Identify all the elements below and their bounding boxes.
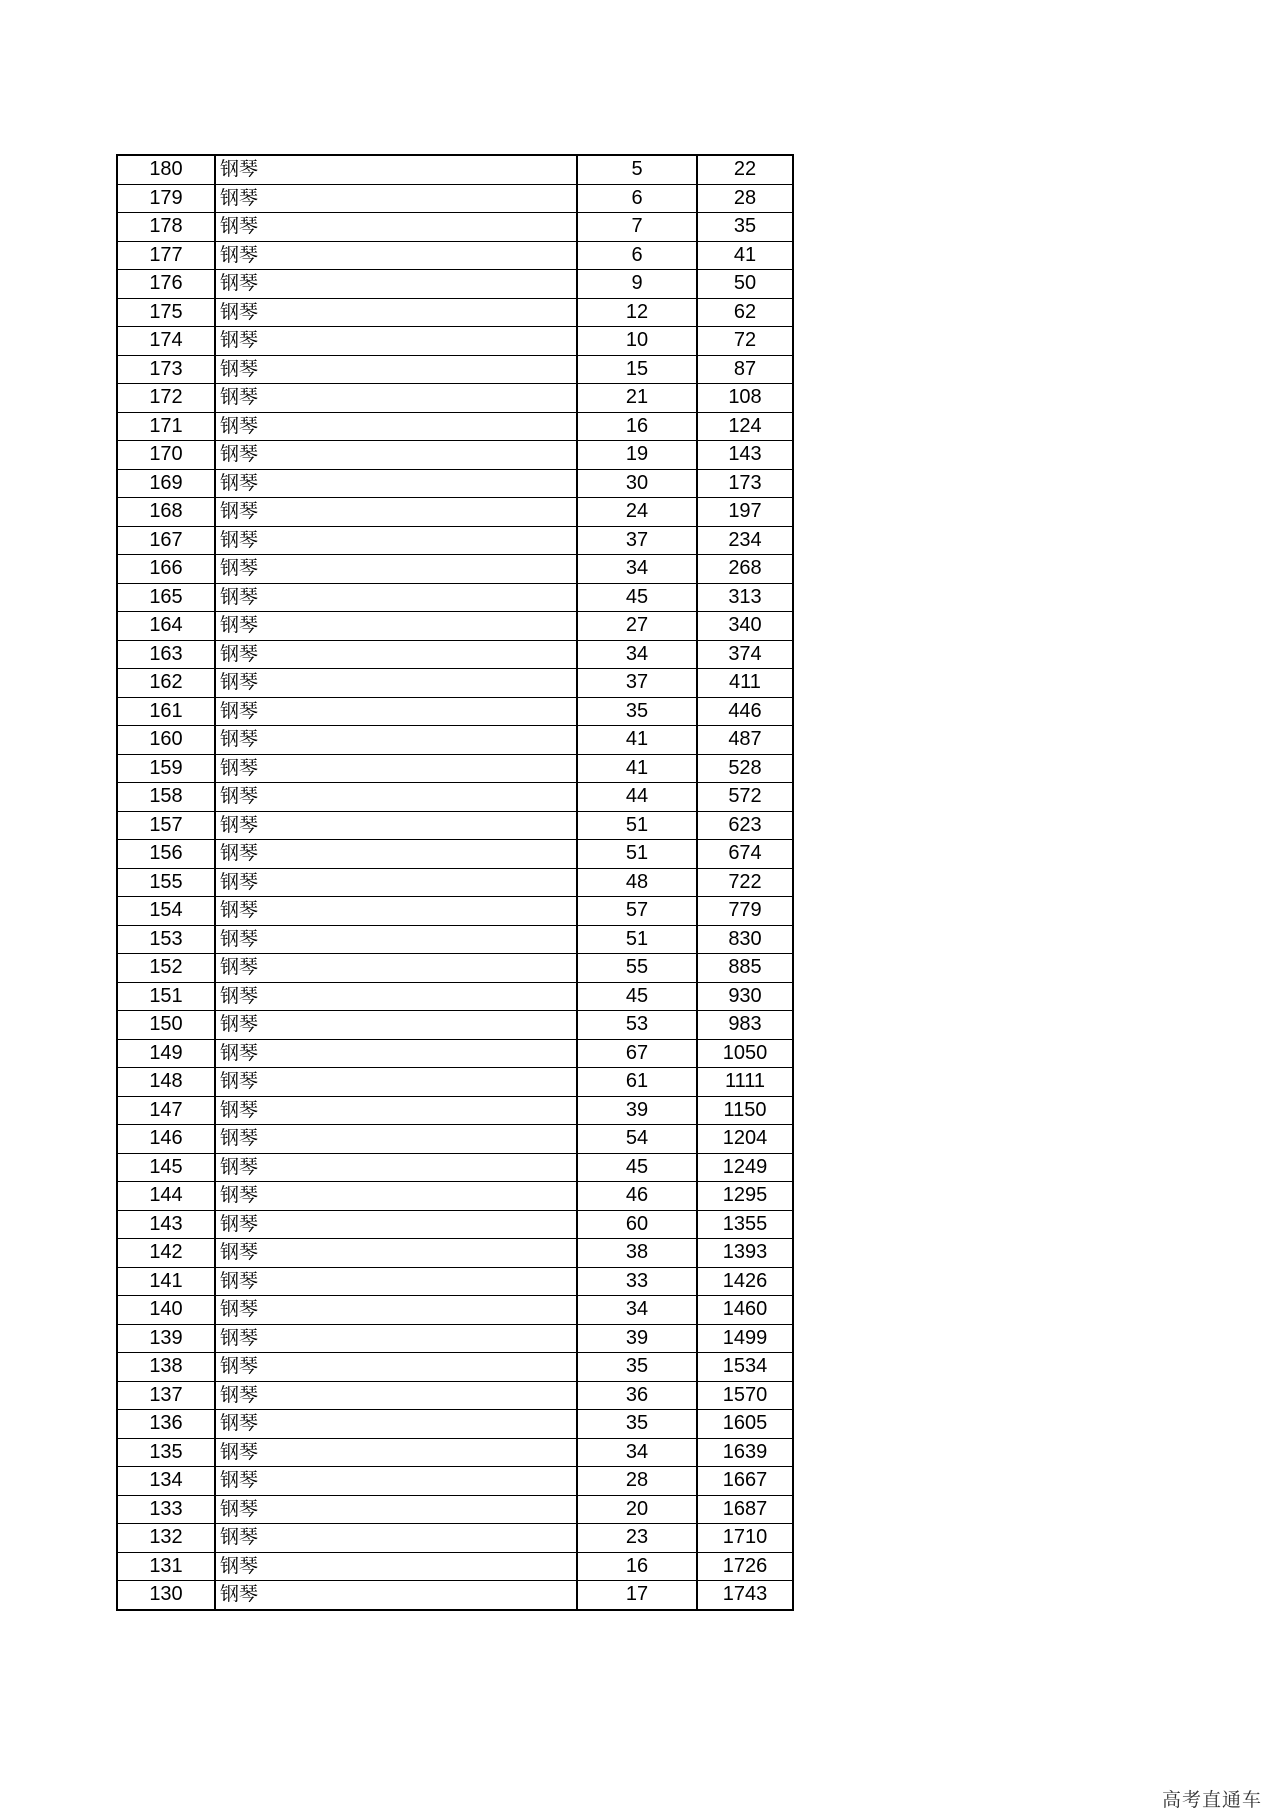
subject-cell: 钢琴 — [215, 868, 577, 897]
table-row — [117, 1324, 793, 1353]
cumulative-cell: 268 — [697, 555, 793, 584]
count-cell: 16 — [577, 412, 697, 441]
subject-cell: 钢琴 — [215, 1324, 577, 1353]
table-row — [117, 498, 793, 527]
cumulative-cell: 1710 — [697, 1524, 793, 1553]
table-row — [117, 1410, 793, 1439]
count-cell: 17 — [577, 1581, 697, 1610]
cumulative-cell: 930 — [697, 982, 793, 1011]
score-cell: 142 — [117, 1239, 215, 1268]
subject-cell: 钢琴 — [215, 1438, 577, 1467]
subject-cell: 钢琴 — [215, 327, 577, 356]
score-cell: 137 — [117, 1381, 215, 1410]
cumulative-cell: 50 — [697, 270, 793, 299]
count-cell: 54 — [577, 1125, 697, 1154]
cumulative-cell: 1393 — [697, 1239, 793, 1268]
score-cell: 157 — [117, 811, 215, 840]
table-row — [117, 1210, 793, 1239]
subject-cell: 钢琴 — [215, 1153, 577, 1182]
score-cell: 138 — [117, 1353, 215, 1382]
subject-cell: 钢琴 — [215, 1239, 577, 1268]
cumulative-cell: 487 — [697, 726, 793, 755]
cumulative-cell: 1570 — [697, 1381, 793, 1410]
score-cell: 173 — [117, 355, 215, 384]
score-cell: 159 — [117, 754, 215, 783]
table-row — [117, 1552, 793, 1581]
table-row — [117, 1524, 793, 1553]
cumulative-cell: 1499 — [697, 1324, 793, 1353]
subject-cell: 钢琴 — [215, 1011, 577, 1040]
table-row — [117, 783, 793, 812]
cumulative-cell: 35 — [697, 213, 793, 242]
cumulative-cell: 22 — [697, 155, 793, 184]
cumulative-cell: 885 — [697, 954, 793, 983]
cumulative-cell: 572 — [697, 783, 793, 812]
count-cell: 9 — [577, 270, 697, 299]
table-row — [117, 1239, 793, 1268]
cumulative-cell: 234 — [697, 526, 793, 555]
cumulative-cell: 62 — [697, 298, 793, 327]
count-cell: 60 — [577, 1210, 697, 1239]
table-row — [117, 669, 793, 698]
score-cell: 171 — [117, 412, 215, 441]
subject-cell: 钢琴 — [215, 640, 577, 669]
score-cell: 169 — [117, 469, 215, 498]
count-cell: 27 — [577, 612, 697, 641]
count-cell: 44 — [577, 783, 697, 812]
subject-cell: 钢琴 — [215, 754, 577, 783]
table-row — [117, 155, 793, 184]
score-cell: 179 — [117, 184, 215, 213]
subject-cell: 钢琴 — [215, 1182, 577, 1211]
score-cell: 160 — [117, 726, 215, 755]
subject-cell: 钢琴 — [215, 498, 577, 527]
table-row — [117, 355, 793, 384]
table-row — [117, 469, 793, 498]
score-cell: 180 — [117, 155, 215, 184]
count-cell: 15 — [577, 355, 697, 384]
count-cell: 35 — [577, 697, 697, 726]
count-cell: 61 — [577, 1068, 697, 1097]
table-row — [117, 327, 793, 356]
cumulative-cell: 1150 — [697, 1096, 793, 1125]
count-cell: 67 — [577, 1039, 697, 1068]
table-row — [117, 640, 793, 669]
count-cell: 34 — [577, 1438, 697, 1467]
count-cell: 39 — [577, 1324, 697, 1353]
subject-cell: 钢琴 — [215, 469, 577, 498]
cumulative-cell: 124 — [697, 412, 793, 441]
cumulative-cell: 446 — [697, 697, 793, 726]
subject-cell: 钢琴 — [215, 897, 577, 926]
table-row — [117, 1438, 793, 1467]
subject-cell: 钢琴 — [215, 184, 577, 213]
score-cell: 145 — [117, 1153, 215, 1182]
subject-cell: 钢琴 — [215, 840, 577, 869]
score-cell: 143 — [117, 1210, 215, 1239]
table-row — [117, 1381, 793, 1410]
count-cell: 16 — [577, 1552, 697, 1581]
subject-cell: 钢琴 — [215, 583, 577, 612]
table-row — [117, 697, 793, 726]
cumulative-cell: 1726 — [697, 1552, 793, 1581]
subject-cell: 钢琴 — [215, 555, 577, 584]
subject-cell: 钢琴 — [215, 982, 577, 1011]
subject-cell: 钢琴 — [215, 270, 577, 299]
cumulative-cell: 87 — [697, 355, 793, 384]
score-cell: 158 — [117, 783, 215, 812]
count-cell: 21 — [577, 384, 697, 413]
cumulative-cell: 623 — [697, 811, 793, 840]
count-cell: 53 — [577, 1011, 697, 1040]
cumulative-cell: 830 — [697, 925, 793, 954]
score-cell: 167 — [117, 526, 215, 555]
table-row — [117, 954, 793, 983]
count-cell: 10 — [577, 327, 697, 356]
score-cell: 165 — [117, 583, 215, 612]
table-row — [117, 925, 793, 954]
cumulative-cell: 340 — [697, 612, 793, 641]
count-cell: 5 — [577, 155, 697, 184]
subject-cell: 钢琴 — [215, 811, 577, 840]
cumulative-cell: 72 — [697, 327, 793, 356]
count-cell: 34 — [577, 555, 697, 584]
cumulative-cell: 1249 — [697, 1153, 793, 1182]
cumulative-cell: 983 — [697, 1011, 793, 1040]
score-cell: 175 — [117, 298, 215, 327]
table-row — [117, 270, 793, 299]
table-row — [117, 241, 793, 270]
table-row — [117, 840, 793, 869]
score-cell: 151 — [117, 982, 215, 1011]
count-cell: 51 — [577, 811, 697, 840]
score-cell: 163 — [117, 640, 215, 669]
table-row — [117, 1182, 793, 1211]
subject-cell: 钢琴 — [215, 1410, 577, 1439]
count-cell: 41 — [577, 726, 697, 755]
table-row — [117, 1267, 793, 1296]
cumulative-cell: 528 — [697, 754, 793, 783]
subject-cell: 钢琴 — [215, 925, 577, 954]
cumulative-cell: 1639 — [697, 1438, 793, 1467]
count-cell: 6 — [577, 184, 697, 213]
score-cell: 134 — [117, 1467, 215, 1496]
table-row — [117, 1039, 793, 1068]
count-cell: 45 — [577, 583, 697, 612]
subject-cell: 钢琴 — [215, 612, 577, 641]
table-row — [117, 726, 793, 755]
count-cell: 48 — [577, 868, 697, 897]
subject-cell: 钢琴 — [215, 1296, 577, 1325]
count-cell: 57 — [577, 897, 697, 926]
cumulative-cell: 1743 — [697, 1581, 793, 1610]
score-table-body — [117, 155, 793, 1610]
score-cell: 150 — [117, 1011, 215, 1040]
watermark: 高考直通车 — [1161, 1789, 1262, 1811]
table-row — [117, 1125, 793, 1154]
table-row — [117, 298, 793, 327]
table-row — [117, 1011, 793, 1040]
count-cell: 55 — [577, 954, 697, 983]
subject-cell: 钢琴 — [215, 1381, 577, 1410]
count-cell: 12 — [577, 298, 697, 327]
count-cell: 33 — [577, 1267, 697, 1296]
score-cell: 154 — [117, 897, 215, 926]
table-row — [117, 982, 793, 1011]
score-cell: 172 — [117, 384, 215, 413]
table-row — [117, 754, 793, 783]
cumulative-cell: 1667 — [697, 1467, 793, 1496]
subject-cell: 钢琴 — [215, 241, 577, 270]
subject-cell: 钢琴 — [215, 298, 577, 327]
score-cell: 162 — [117, 669, 215, 698]
score-cell: 177 — [117, 241, 215, 270]
count-cell: 6 — [577, 241, 697, 270]
score-cell: 164 — [117, 612, 215, 641]
cumulative-cell: 722 — [697, 868, 793, 897]
cumulative-cell: 173 — [697, 469, 793, 498]
cumulative-cell: 411 — [697, 669, 793, 698]
table-row — [117, 1467, 793, 1496]
score-cell: 178 — [117, 213, 215, 242]
cumulative-cell: 1687 — [697, 1495, 793, 1524]
score-cell: 141 — [117, 1267, 215, 1296]
score-cell: 176 — [117, 270, 215, 299]
cumulative-cell: 1426 — [697, 1267, 793, 1296]
score-cell: 146 — [117, 1125, 215, 1154]
score-cell: 170 — [117, 441, 215, 470]
table-row — [117, 1068, 793, 1097]
count-cell: 30 — [577, 469, 697, 498]
subject-cell: 钢琴 — [215, 1039, 577, 1068]
score-table — [116, 154, 794, 1611]
table-row — [117, 412, 793, 441]
cumulative-cell: 1204 — [697, 1125, 793, 1154]
subject-cell: 钢琴 — [215, 1210, 577, 1239]
score-cell: 135 — [117, 1438, 215, 1467]
count-cell: 23 — [577, 1524, 697, 1553]
score-cell: 131 — [117, 1552, 215, 1581]
table-row — [117, 1296, 793, 1325]
score-cell: 152 — [117, 954, 215, 983]
score-cell: 147 — [117, 1096, 215, 1125]
count-cell: 20 — [577, 1495, 697, 1524]
subject-cell: 钢琴 — [215, 669, 577, 698]
subject-cell: 钢琴 — [215, 1096, 577, 1125]
table-row — [117, 897, 793, 926]
count-cell: 34 — [577, 640, 697, 669]
count-cell: 45 — [577, 982, 697, 1011]
subject-cell: 钢琴 — [215, 355, 577, 384]
cumulative-cell: 779 — [697, 897, 793, 926]
subject-cell: 钢琴 — [215, 412, 577, 441]
count-cell: 34 — [577, 1296, 697, 1325]
score-cell: 168 — [117, 498, 215, 527]
cumulative-cell: 1111 — [697, 1068, 793, 1097]
subject-cell: 钢琴 — [215, 783, 577, 812]
subject-cell: 钢琴 — [215, 1125, 577, 1154]
cumulative-cell: 374 — [697, 640, 793, 669]
score-cell: 136 — [117, 1410, 215, 1439]
score-cell: 166 — [117, 555, 215, 584]
count-cell: 37 — [577, 526, 697, 555]
count-cell: 51 — [577, 925, 697, 954]
subject-cell: 钢琴 — [215, 1467, 577, 1496]
score-cell: 153 — [117, 925, 215, 954]
table-row — [117, 213, 793, 242]
cumulative-cell: 108 — [697, 384, 793, 413]
table-row — [117, 811, 793, 840]
table-row — [117, 184, 793, 213]
cumulative-cell: 1534 — [697, 1353, 793, 1382]
score-cell: 149 — [117, 1039, 215, 1068]
score-cell: 130 — [117, 1581, 215, 1610]
cumulative-cell: 1355 — [697, 1210, 793, 1239]
cumulative-cell: 674 — [697, 840, 793, 869]
count-cell: 39 — [577, 1096, 697, 1125]
score-cell: 156 — [117, 840, 215, 869]
table-row — [117, 583, 793, 612]
table-row — [117, 1495, 793, 1524]
table-row — [117, 441, 793, 470]
score-cell: 161 — [117, 697, 215, 726]
score-cell: 133 — [117, 1495, 215, 1524]
table-row — [117, 555, 793, 584]
cumulative-cell: 1460 — [697, 1296, 793, 1325]
cumulative-cell: 41 — [697, 241, 793, 270]
count-cell: 51 — [577, 840, 697, 869]
subject-cell: 钢琴 — [215, 1581, 577, 1610]
subject-cell: 钢琴 — [215, 1068, 577, 1097]
count-cell: 36 — [577, 1381, 697, 1410]
count-cell: 38 — [577, 1239, 697, 1268]
subject-cell: 钢琴 — [215, 213, 577, 242]
score-cell: 155 — [117, 868, 215, 897]
count-cell: 28 — [577, 1467, 697, 1496]
count-cell: 41 — [577, 754, 697, 783]
count-cell: 35 — [577, 1353, 697, 1382]
table-row — [117, 1096, 793, 1125]
subject-cell: 钢琴 — [215, 1552, 577, 1581]
score-cell: 132 — [117, 1524, 215, 1553]
subject-cell: 钢琴 — [215, 384, 577, 413]
score-cell: 174 — [117, 327, 215, 356]
table-row — [117, 384, 793, 413]
subject-cell: 钢琴 — [215, 697, 577, 726]
subject-cell: 钢琴 — [215, 726, 577, 755]
count-cell: 24 — [577, 498, 697, 527]
cumulative-cell: 28 — [697, 184, 793, 213]
subject-cell: 钢琴 — [215, 1353, 577, 1382]
table-row — [117, 1153, 793, 1182]
count-cell: 19 — [577, 441, 697, 470]
table-row — [117, 526, 793, 555]
table-row — [117, 1581, 793, 1610]
cumulative-cell: 143 — [697, 441, 793, 470]
subject-cell: 钢琴 — [215, 1524, 577, 1553]
count-cell: 45 — [577, 1153, 697, 1182]
table-row — [117, 1353, 793, 1382]
score-cell: 144 — [117, 1182, 215, 1211]
count-cell: 46 — [577, 1182, 697, 1211]
score-cell: 139 — [117, 1324, 215, 1353]
subject-cell: 钢琴 — [215, 155, 577, 184]
count-cell: 35 — [577, 1410, 697, 1439]
table-row — [117, 612, 793, 641]
subject-cell: 钢琴 — [215, 441, 577, 470]
cumulative-cell: 313 — [697, 583, 793, 612]
cumulative-cell: 197 — [697, 498, 793, 527]
count-cell: 37 — [577, 669, 697, 698]
count-cell: 7 — [577, 213, 697, 242]
subject-cell: 钢琴 — [215, 1495, 577, 1524]
table-row — [117, 868, 793, 897]
cumulative-cell: 1295 — [697, 1182, 793, 1211]
subject-cell: 钢琴 — [215, 526, 577, 555]
score-cell: 148 — [117, 1068, 215, 1097]
subject-cell: 钢琴 — [215, 954, 577, 983]
cumulative-cell: 1050 — [697, 1039, 793, 1068]
subject-cell: 钢琴 — [215, 1267, 577, 1296]
score-cell: 140 — [117, 1296, 215, 1325]
cumulative-cell: 1605 — [697, 1410, 793, 1439]
